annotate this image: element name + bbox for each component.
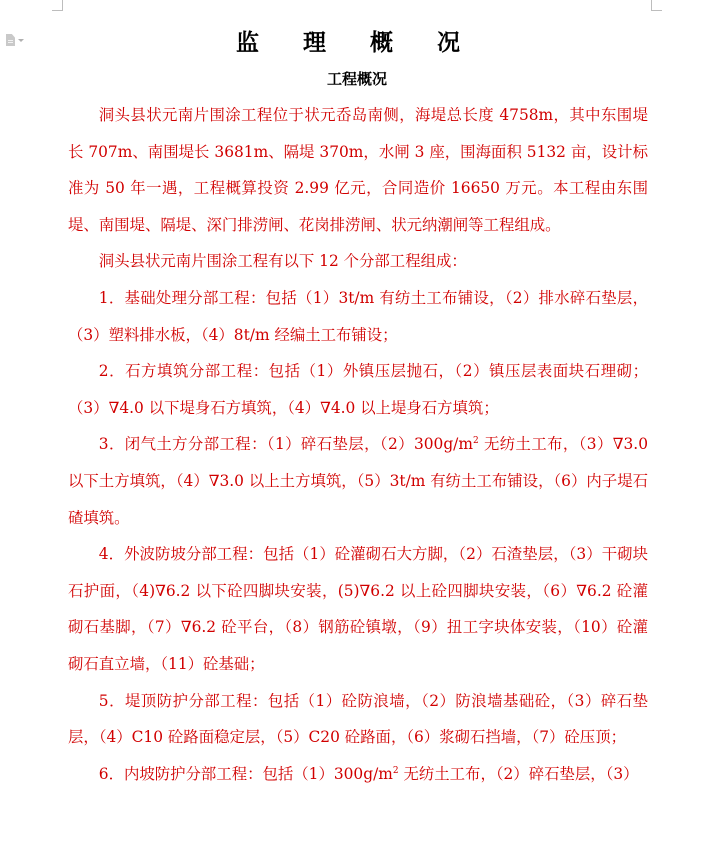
page-corner-marker-right [651,0,662,11]
paragraph-item-3 [68,426,648,536]
paragraph-sub-projects-intro: 洞头县状元南片围涂工程有以下 12 个分部工程组成： [98,252,467,271]
document-title: 监 理 概 况 [235,29,479,56]
item-6-text-a: 6．内坡防护分部工程：包括（1）300g/m [98,764,393,783]
item-3-superscript: 2 [472,436,479,447]
item-3-text-a: 3．闭气土方分部工程：（1）碎石垫层，（2）300g/m [98,435,473,454]
paragraph-overview: 洞头县状元南片围涂工程位于状元岙岛南侧，海堤总长度 4758m，其中东围堤长 707m、南围堤长 3681m、隔堤 370m，水闸 3 座，围海面积 5132 亩，设计标准为 50 年一遇，工程概算投资 2.99 亿元，合同造价 16650 万元。本工程由东围堤、南围堤、隔堤、深门排涝闸、花岗排涝闸、状元纳潮闸等工程组成。 [68,106,648,234]
item-3-text-b: 无纺土工布，（3）∇3.0 以下土方填筑，（4）∇3.0 以上土方填筑，（5）3t/m 有纺土工布铺设，（6）内子堤石碴填筑。 [68,435,648,527]
page-corner-marker-left [52,0,63,11]
paragraph-item-1: 1．基础处理分部工程：包括（1）3t/m 有纺土工布铺设，（2）排水碎石垫层，（3）塑料排水板，（4）8t/m 经编土工布铺设； [68,288,648,344]
paragraph-item-2: 2．石方填筑分部工程：包括（1）外镇压层抛石，（2）镇压层表面块石理砌；（3）∇4.0 以下堤身石方填筑，（4）∇4.0 以上堤身石方填筑； [68,362,648,417]
item-6-superscript: 2 [392,765,399,776]
paragraph-item-6 [68,756,648,793]
document-body [68,97,648,792]
paragraph-item-5: 5．堤顶防护分部工程：包括（1）砼防浪墙，（2）防浪墙基础砼，（3）碎石垫层，（4）C10 砼路面稳定层，（5）C20 砼路面，（6）浆砌石挡墙，（7）砼压顶； [68,691,648,747]
item-6-text-b: 无纺土工布，（2）碎石垫层，（3） [398,764,639,783]
section-subtitle: 工程概况 [326,70,387,88]
paragraph-item-4: 4．外波防坡分部工程：包括（1）砼灌砌石大方脚，（2）石渣垫层，（3）干砌块石护面，（4)∇6.2 以下砼四脚块安装，(5)∇6.2 以上砼四脚块安装，（6）∇6.2 砼灌砌石基脚，（7）∇6.2 砼平台，（8）钢筋砼镇墩，（9）扭工字块体安装，（10）砼灌砌石直立墙，（11）砼基础； [68,545,648,673]
